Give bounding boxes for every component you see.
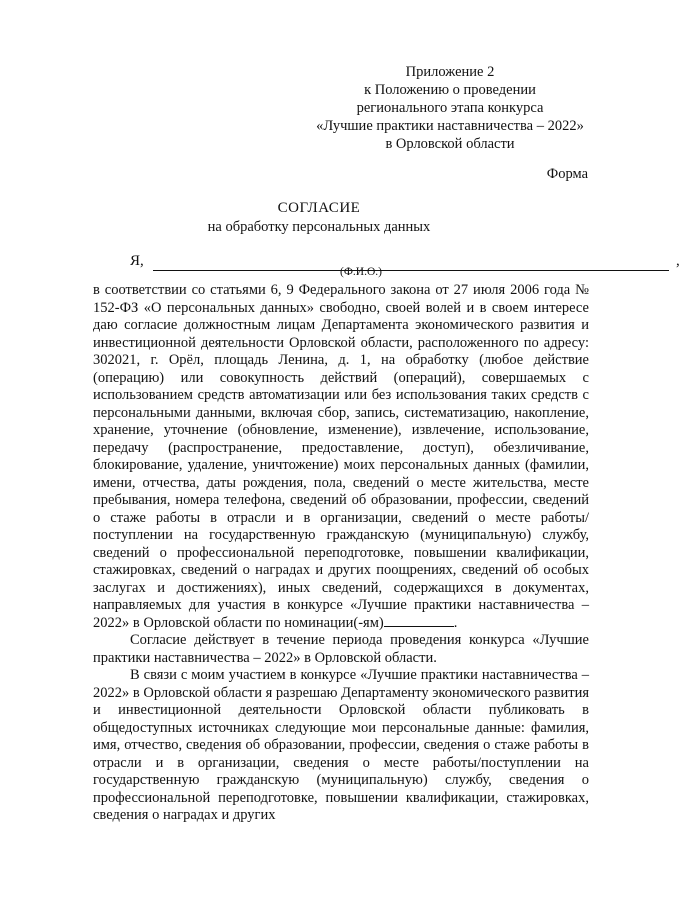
document-subtitle: на обработку персональных данных: [207, 219, 431, 235]
appendix-header: [300, 63, 600, 153]
consent-body: [93, 282, 589, 825]
publication-permission-paragraph: В связи с моим участием в конкурсе «Лучшие практики наставничества – 2022» в Орловской области я разрешаю Департаменту экономического развития и инвестиционной деятельности Орловской области публиковать в общедоступных источниках следующие мои персональные данные: фамилия, имя, отчество, сведения об образовании, профессии, сведения о стаже работы в отрасли и в организации, сведения о месте работы/поступлении на государственную гражданскую (муниципальную) службу, сведения о профессиональной переподготовке, повышении квалификации, стажировках, сведения о наградах и других: [93, 667, 589, 823]
signature-comma: ,: [676, 253, 680, 269]
appendix-contest-name: «Лучшие практики наставничества – 2022»: [316, 118, 584, 134]
fio-field-line[interactable]: [153, 270, 669, 271]
document-title: СОГЛАСИЕ: [277, 200, 361, 216]
consent-text: в соответствии со статьями 6, 9 Федерального закона от 27 июля 2006 года № 152-ФЗ «О персональных данных» свободно, своей волей и в своем интересе даю согласие должностным лицам Департамента экономического развития и инвестиционной деятельности Орловской области, расположенного по адресу: 302021, г. Орёл, площадь Ленина, д. 1, на обработку (любое действие (операцию) или совокупность действий (операций), совершаемых с использованием средств автоматизации или без использования таких средств с персональными данными, включая сбор, запись, систематизацию, накопление, хранение, уточнение (обновление, изменение), извлечение, использование, передачу (распространение, предоставление, доступ), обезличивание, блокирование, удаление, уничтожение) моих персональных данных (фамилии, имени, отчества, даты рождения, пола, сведений о месте жительства, месте пребывания, номера телефона, сведений об образовании, профессии, сведений о стаже работы в отрасли и в организации, сведений о месте работы/поступлении на государственную гражданскую (муниципальную) службу, сведений о профессиональной переподготовке, повышении квалификации, стажировках, сведений о наградах и других поощрениях, сведений об особых заслугах и достижениях), иных сведений, содержащихся в документах, направляемых для участия в конкурсе «Лучшие практики наставничества – 2022» в Орловской области по номинации(-ям): [93, 282, 589, 631]
ya-label: Я,: [130, 253, 144, 269]
form-label: Форма: [546, 166, 588, 182]
appendix-number: Приложение 2: [405, 64, 495, 80]
fio-caption: (Ф.И.О.): [340, 266, 382, 278]
appendix-regulation: к Положению о проведении: [364, 82, 536, 98]
consent-paragraph-main: [93, 282, 589, 632]
nomination-field-line[interactable]: [384, 615, 454, 627]
appendix-region: в Орловской области: [385, 136, 515, 152]
appendix-stage: регионального этапа конкурса: [356, 100, 544, 116]
consent-validity-paragraph: Согласие действует в течение периода проведения конкурса «Лучшие практики наставничества – 2022» в Орловской области.: [93, 632, 589, 666]
consent-end: .: [453, 614, 458, 631]
